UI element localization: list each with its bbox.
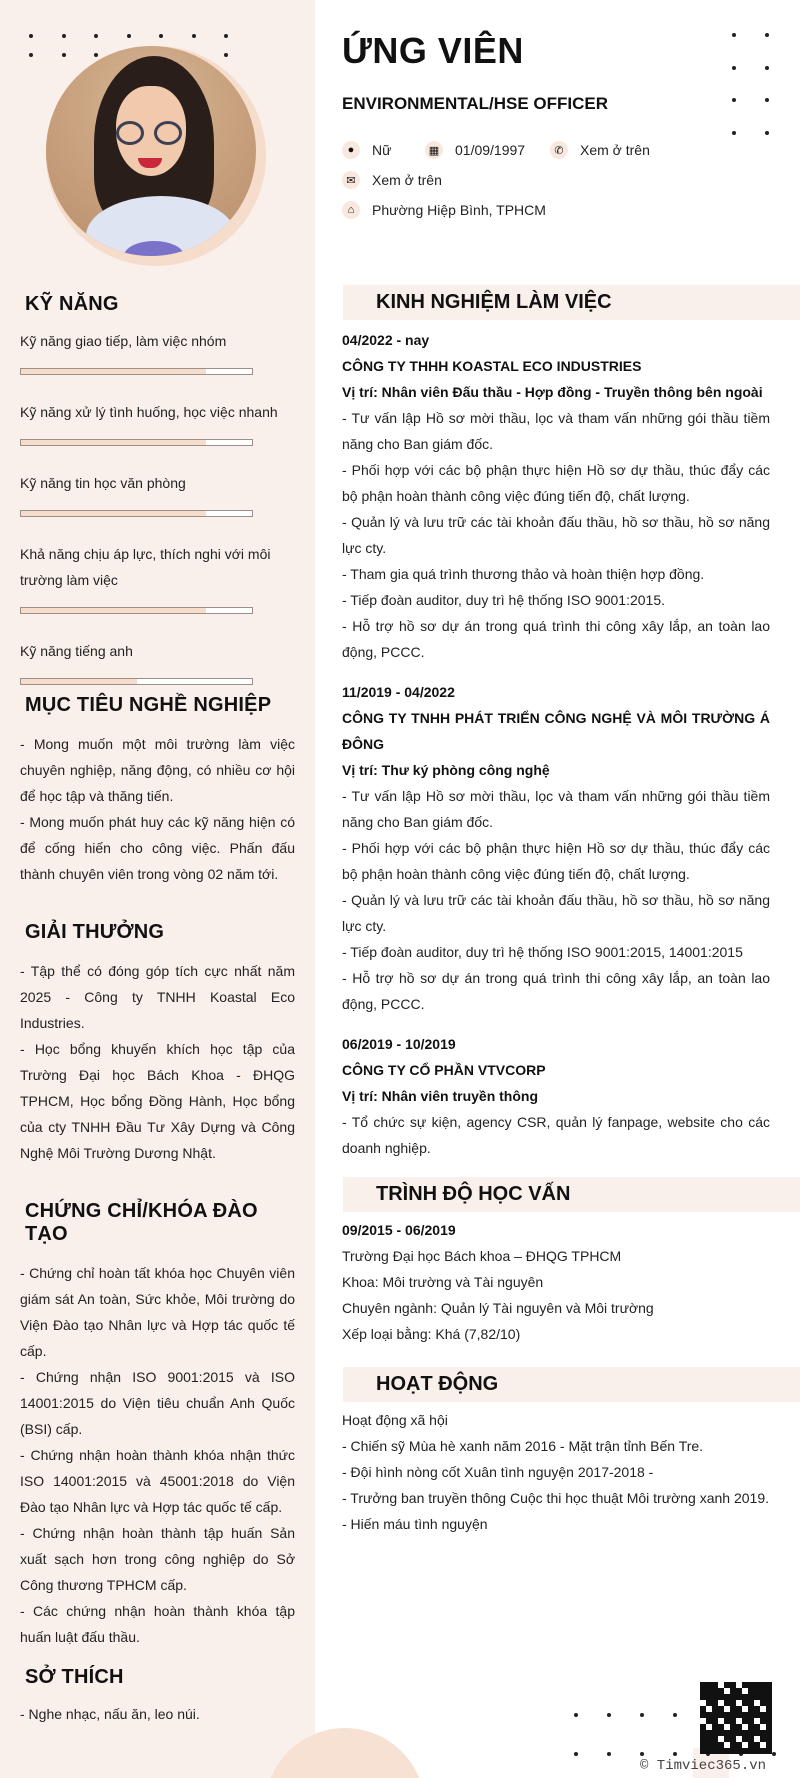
job-duty: - Quản lý và lưu trữ các tài khoản đấu thầu, hồ sơ thầu, hồ sơ năng lực cty. [342, 892, 770, 934]
job-role: Vị trí: Nhân viên truyền thông [342, 1088, 539, 1104]
skill-item: Kỹ năng tin học văn phòng [20, 470, 295, 517]
hobby-line: - Nghe nhạc, nấu ăn, leo núi. [20, 1706, 200, 1722]
education-block [342, 1217, 770, 1347]
awards-section [20, 921, 295, 1166]
email-value[interactable]: Xem ở trên [372, 172, 442, 188]
certificate-line: - Chứng nhận hoàn thành tập huấn Sản xuất sạch hơn trong công nghiệp do Sở Công thương TPHCM cấp. [20, 1525, 295, 1593]
skill-progress-bar [20, 439, 253, 446]
objective-line: - Mong muốn phát huy các kỹ năng hiện có để cống hiến cho công việc. Phấn đấu thành chuyên viên trong vòng 02 năm tới. [20, 814, 295, 882]
activities-header [343, 1367, 800, 1402]
activities-block [342, 1407, 770, 1537]
activity-line: - Hiến máu tình nguyện [342, 1516, 488, 1532]
education-line: Chuyên ngành: Quản lý Tài nguyên và Môi trường [342, 1300, 654, 1316]
job-duty: - Tham gia quá trình thương thảo và hoàn thiện hợp đồng. [342, 566, 705, 582]
gender-value: Nữ [372, 142, 392, 158]
objective-title: MỤC TIÊU NGHỀ NGHIỆP [25, 694, 272, 716]
education-header [343, 1177, 800, 1212]
activity-line: Hoạt động xã hội [342, 1412, 448, 1428]
award-line: - Học bổng khuyến khích học tập của Trường Đại học Bách Khoa - ĐHQG TPHCM, Học bổng Đồng Hành, Học bổng của cty TNHH Đầu Tư Xây Dựng và Công Nghệ Môi Trường Dương Nhật. [20, 1041, 295, 1161]
objective-line: - Mong muốn một môi trường làm việc chuyên nghiệp, năng động, có nhiều cơ hội để học tập và thăng tiến. [20, 736, 295, 804]
job-duty: - Phối hợp với các bộ phận thực hiện Hồ sơ dự thầu, thúc đẩy các bộ phận hoàn thành công việc đúng tiến độ, chất lượng. [342, 840, 770, 882]
job-date: 06/2019 - 10/2019 [342, 1036, 456, 1052]
skill-progress-bar [20, 368, 253, 375]
birthday-value: 01/09/1997 [455, 142, 526, 158]
job-duty: - Tư vấn lập Hồ sơ mời thầu, lọc và tham vấn những gói thầu tiềm năng cho Ban giám đốc. [342, 788, 770, 830]
job-company: CÔNG TY TNHH PHÁT TRIỂN CÔNG NGHỆ VÀ MÔI TRƯỜNG Á ĐÔNG [342, 710, 770, 752]
watermark: © Timviec365.vn [640, 1758, 767, 1774]
job-duty: - Hỗ trợ hồ sơ dự án trong quá trình thi công xây lắp, an toàn lao động, PCCC. [342, 618, 770, 660]
user-icon: ● [342, 141, 360, 159]
job-date: 11/2019 - 04/2022 [342, 684, 455, 700]
qr-code[interactable] [700, 1682, 772, 1752]
job-duty: - Hỗ trợ hồ sơ dự án trong quá trình thi công xây lắp, an toàn lao động, PCCC. [342, 970, 770, 1012]
job-company: CÔNG TY THHH KOASTAL ECO INDUSTRIES [342, 358, 642, 374]
activity-line: - Chiến sỹ Mùa hè xanh năm 2016 - Mặt trận tỉnh Bến Tre. [342, 1438, 704, 1454]
skills-title: KỸ NĂNG [25, 293, 119, 315]
address-value: Phường Hiệp Bình, TPHCM [372, 202, 546, 218]
avatar-photo [46, 46, 256, 256]
skill-item: Kỹ năng tiếng anh [20, 638, 295, 685]
contact-birthday [425, 141, 525, 159]
certificates-section [20, 1200, 295, 1650]
certificate-line: - Chứng chỉ hoàn tất khóa học Chuyên viên giám sát An toàn, Sức khỏe, Môi trường do Viện Đào tạo Nhân lực và Hợp tác quốc tế cấp. [20, 1265, 295, 1359]
decorative-dots-top-right [732, 33, 769, 135]
activities-title: HOẠT ĐỘNG [376, 1373, 499, 1395]
phone-icon: ✆ [550, 141, 568, 159]
job-duty: - Tổ chức sự kiện, agency CSR, quản lý fanpage, website cho các doanh nghiệp. [342, 1114, 770, 1156]
contact-phone [550, 141, 650, 159]
skill-item: Khả năng chịu áp lực, thích nghi với môi trường làm việc [20, 541, 275, 614]
job-duty: - Tiếp đoàn auditor, duy trì hệ thống ISO 9001:2015, 14001:2015 [342, 944, 743, 960]
career-objective-section [20, 694, 295, 887]
certificates-title: CHỨNG CHỈ/KHÓA ĐÀO TẠO [25, 1200, 258, 1245]
experience-block [342, 327, 770, 1161]
education-line: Khoa: Môi trường và Tài nguyên [342, 1274, 544, 1290]
job-role: Vị trí: Thư ký phòng công nghệ [342, 762, 550, 778]
experience-title: KINH NGHIỆM LÀM VIỆC [376, 291, 612, 313]
hobbies-section [20, 1666, 295, 1727]
phone-value[interactable]: Xem ở trên [580, 142, 650, 158]
job-company: CÔNG TY CỔ PHẦN VTVCORP [342, 1062, 546, 1078]
education-line: Trường Đại học Bách khoa – ĐHQG TPHCM [342, 1248, 622, 1264]
activity-line: - Đội hình nòng cốt Xuân tình nguyện 2017-2018 - [342, 1464, 654, 1480]
skill-progress-bar [20, 607, 253, 614]
skill-item: Kỹ năng giao tiếp, làm việc nhóm [20, 328, 295, 375]
skill-item: Kỹ năng xử lý tình huống, học việc nhanh [20, 399, 295, 446]
certificate-line: - Các chứng nhận hoàn thành khóa tập huấn luật đấu thầu. [20, 1603, 295, 1645]
envelope-icon: ✉ [342, 171, 360, 189]
skill-progress-bar [20, 510, 253, 517]
hobbies-title: SỞ THÍCH [25, 1666, 124, 1688]
certificate-line: - Chứng nhận hoàn thành khóa nhận thức ISO 14001:2015 và 45001:2018 do Viện Đào tạo Nhân lực và Hợp tác quốc tế cấp. [20, 1447, 295, 1515]
job-role: Vị trí: Nhân viên Đấu thầu - Hợp đồng - Truyền thông bên ngoài [342, 384, 763, 400]
job-date: 04/2022 - nay [342, 332, 430, 348]
activity-line: - Trưởng ban truyền thông Cuộc thi học thuật Môi trường xanh 2019. [342, 1490, 770, 1506]
contact-address [342, 201, 546, 219]
calendar-icon: ▦ [425, 141, 443, 159]
contact-gender [342, 141, 391, 159]
contact-email [342, 171, 442, 189]
job-duty: - Tiếp đoàn auditor, duy trì hệ thống ISO 9001:2015. [342, 592, 666, 608]
home-icon: ⌂ [342, 201, 360, 219]
candidate-name: ỨNG VIÊN [342, 30, 524, 71]
education-line: Xếp loại bằng: Khá (7,82/10) [342, 1326, 521, 1342]
job-title: ENVIRONMENTAL/HSE OFFICER [342, 94, 609, 113]
award-line: - Tập thể có đóng góp tích cực nhất năm 2025 - Công ty TNHH Koastal Eco Industries. [20, 963, 295, 1031]
experience-header [343, 285, 800, 320]
education-date: 09/2015 - 06/2019 [342, 1222, 456, 1238]
job-duty: - Tư vấn lập Hồ sơ mời thầu, lọc và tham vấn những gói thầu tiềm năng cho Ban giám đốc. [342, 410, 770, 452]
education-title: TRÌNH ĐỘ HỌC VẤN [376, 1183, 571, 1205]
skills-section [20, 293, 295, 685]
job-duty: - Phối hợp với các bộ phận thực hiện Hồ sơ dự thầu, thúc đẩy các bộ phận hoàn thành công việc đúng tiến độ, chất lượng. [342, 462, 770, 504]
job-duty: - Quản lý và lưu trữ các tài khoản đấu thầu, hồ sơ thầu, hồ sơ năng lực cty. [342, 514, 770, 556]
certificate-line: - Chứng nhận ISO 9001:2015 và ISO 14001:2015 do Viện tiêu chuẩn Anh Quốc (BSI) cấp. [20, 1369, 295, 1437]
awards-title: GIẢI THƯỞNG [25, 921, 165, 943]
skill-progress-bar [20, 678, 253, 685]
